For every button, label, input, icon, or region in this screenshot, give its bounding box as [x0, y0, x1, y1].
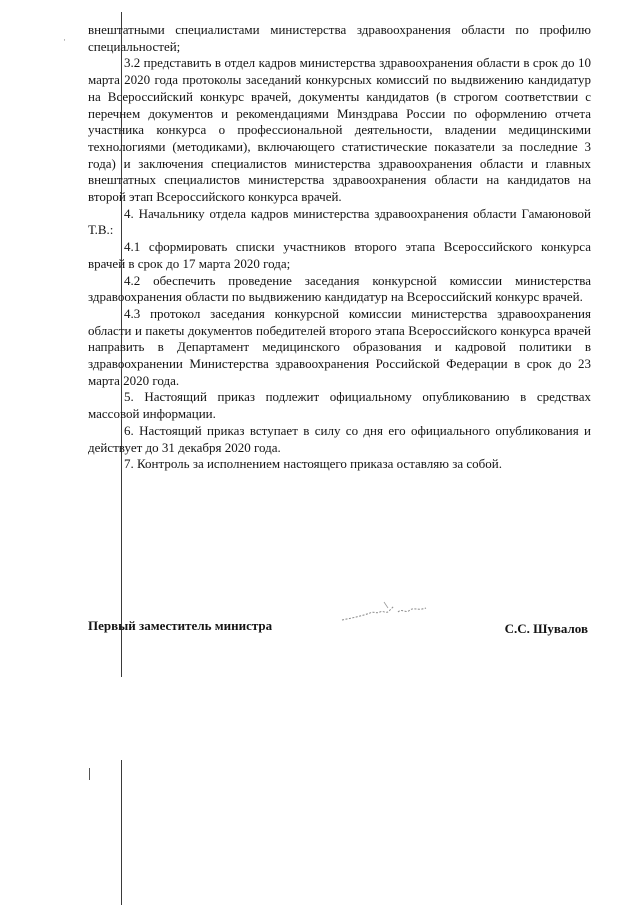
paragraph-4: 4. Начальнику отдела кадров министерства здравоохранения области Гамаюновой Т.В.: [88, 205, 591, 238]
paragraph-4-1: 4.1 сформировать списки участников второго этапа Всероссийского конкурса врачей в срок до 17 марта 2020 года; [88, 239, 591, 271]
paragraph-4-2: 4.2 обеспечить проведение заседания конкурсной комиссии министерства здравоохранения области по выдвижению кандидатур на Всероссийский конкурс врачей. [88, 272, 591, 305]
signatory-position: Первый заместитель министра [88, 618, 273, 633]
paragraph-3-2: 3.2 представить в отдел кадров министерства здравоохранения области в срок до 10 марта 2020 года протоколы заседаний конкурсных комиссий по выдвижению кандидатур на Всероссийский конкурс врачей, документы кандидатов (в строгом соответствии с перечнем документов и рекомендациями Минздрава России по оформлению отчета участника конкурса о профессиональной деятельности, владении медицинскими технологиями (методиками), включающего статистические показатели за последние 3 года) и заключения специалистов министерства здравоохранения области и главных внештатных специалистов министерства здравоохранения области на кандидатов на второй этап Всероссийского конкурса врачей. [88, 55, 591, 205]
paragraph-5: 5. Настоящий приказ подлежит официальному опубликованию в средствах массовой информации. [88, 389, 591, 422]
scan-artifact-dot: · [63, 35, 66, 45]
signature-block [88, 618, 588, 642]
scan-margin-line-lower [121, 760, 122, 905]
handwritten-signature [340, 598, 430, 628]
paragraph-continuation: внештатными специалистами министерства здравоохранения области по профилю специальностей; [88, 22, 591, 54]
paragraph-6: 6. Настоящий приказ вступает в силу со дня его официального опубликования и действует до 31 декабря 2020 года. [88, 422, 591, 455]
document-body [88, 22, 591, 473]
paragraph-7: 7. Контроль за исполнением настоящего приказа оставляю за собой. [124, 456, 502, 472]
paragraph-4-3: 4.3 протокол заседания конкурсной комиссии министерства здравоохранения области и пакеты документов победителей второго этапа Всероссийского конкурса врачей направить в Департамент медицинского образования и кадровой политики в здравоохранении Министерства здравоохранения Российской Федерации в срок до 23 марта 2020 года. [88, 305, 591, 388]
scan-artifact-tick [89, 768, 90, 780]
signatory-name: С.С. Шувалов [504, 621, 588, 636]
